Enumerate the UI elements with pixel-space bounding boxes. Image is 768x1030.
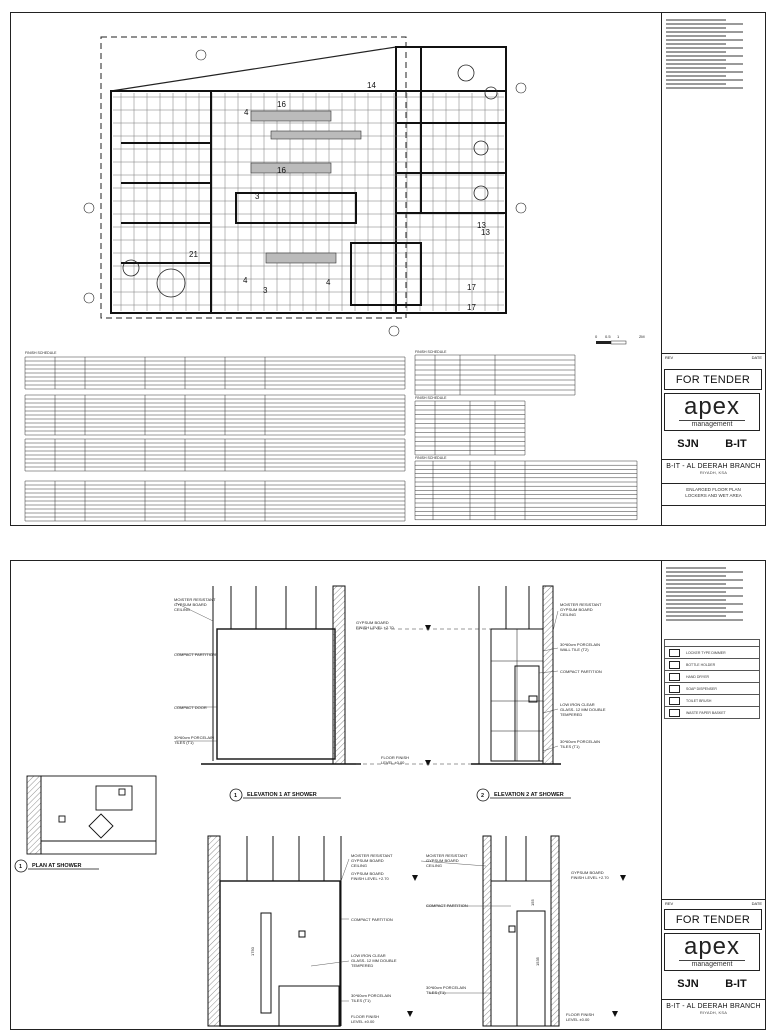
e3-tiles-2: TILES (T1): [351, 998, 371, 1003]
e4-board-1: GYPSUM BOARD: [571, 870, 604, 875]
scale-label-1: 0.5: [605, 334, 611, 339]
drawing-title-line1: ENLARGED FLOOR PLAN: [686, 487, 741, 492]
scale-label-3: 2M: [639, 334, 645, 339]
e3-board-1: GYPSUM BOARD: [351, 871, 384, 876]
e4-ceiling-2: GYPSUM BOARD: [426, 858, 459, 863]
firm-sub: management: [679, 420, 745, 429]
note-line: [666, 23, 743, 25]
dim-3: 1535: [535, 957, 540, 966]
legend-label: WASTE PAPER BASKET: [686, 710, 726, 715]
plan-number: 1: [19, 864, 23, 870]
firm-name-2: apex: [683, 933, 741, 960]
e3-ceiling-2: GYPSUM BOARD: [351, 858, 384, 863]
note-line: [666, 51, 726, 53]
room-tag: 21: [189, 250, 198, 259]
e1-ceiling-2: GYPSUM BOARD: [174, 602, 207, 607]
e2-glass-1: LOW IRON CLEAR: [560, 702, 595, 707]
note-line: [666, 595, 743, 597]
note-line: [666, 67, 726, 69]
legend-row: [664, 671, 760, 683]
e1-board-2: FINISH LEVEL +2.70: [356, 625, 394, 630]
note-line: [666, 31, 743, 33]
e4-partition: COMPACT PARTITION: [426, 903, 468, 908]
room-tag: 3: [255, 192, 260, 201]
client-logos: [664, 435, 760, 453]
e1-tiles-1: 30*60cm PORCELAIN: [174, 735, 215, 740]
e3-ceiling-1: MOISTER RESISTANT: [351, 853, 393, 858]
e1-door: COMPACT DOOR: [174, 705, 207, 710]
note-line: [666, 607, 726, 609]
e2-glass-2: GLASS- 12 MM DOUBLE: [560, 707, 606, 712]
note-line: [666, 603, 743, 605]
sheet-info-grid: [662, 505, 765, 524]
note-line: [666, 591, 726, 593]
note-line: [666, 43, 726, 45]
elev2-title: ELEVATION 2 AT SHOWER: [494, 792, 564, 798]
project-location-2: RIYADH, KSA: [699, 1010, 728, 1015]
e1-floor-2: LEVEL ±0.00: [381, 760, 405, 765]
note-line: [666, 75, 726, 77]
legend-row: [664, 695, 760, 707]
project-name-2: [662, 999, 765, 1015]
scale-label-2: 1: [617, 334, 620, 339]
e2-glass-3: TEMPERED: [560, 712, 583, 717]
room-tag: 4: [243, 276, 248, 285]
note-line: [666, 619, 743, 621]
status-stamp-2: FOR TENDER: [664, 909, 762, 930]
e2-ceiling-1: MOISTER RESISTANT: [560, 602, 602, 607]
room-tag: 4: [244, 108, 249, 117]
legend-row: [664, 659, 760, 671]
legend-label: TOILET BRUSH: [686, 698, 712, 703]
e1-board-1: GYPSUM BOARD: [356, 620, 389, 625]
logo-left: SJN: [677, 438, 699, 450]
project-location: RIYADH, KSA: [699, 470, 728, 475]
drawing-title-line2: LOCKERS AND WET AREA: [685, 493, 742, 498]
legend-row: [664, 707, 760, 719]
drawing-sheet-1: [10, 12, 766, 526]
e4-floor-2: LEVEL ±0.00: [566, 1017, 590, 1022]
e3-glass-1: LOW IRON CLEAR: [351, 953, 386, 958]
elev2-number: 2: [481, 793, 485, 799]
note-line: [666, 27, 726, 29]
legend-row: [664, 647, 760, 659]
note-line: [666, 583, 726, 585]
e4-ceiling-1: MOISTER RESISTANT: [426, 853, 468, 858]
revision-row-2: REV DATE: [662, 899, 765, 907]
room-tag: 13: [481, 228, 490, 237]
note-line: [666, 55, 743, 57]
firm-name: apex: [683, 393, 741, 420]
e1-tiles-2: TILES (T1): [174, 740, 194, 745]
e4-ceiling-3: CEILING: [426, 863, 443, 868]
e3-glass-3: TEMPERED: [351, 963, 374, 968]
firm-logo-2: [664, 933, 760, 971]
room-tag: 17: [467, 283, 476, 292]
logo-right: B-IT: [725, 438, 747, 450]
note-line: [666, 571, 743, 573]
firm-logo: [664, 393, 760, 431]
e1-ceiling-1: MOISTER RESISTANT: [174, 597, 216, 602]
project-title-2: B-IT - AL DEERAH BRANCH: [666, 1003, 761, 1010]
dim-1: 1750: [250, 947, 255, 956]
firm-sub-2: management: [679, 960, 745, 969]
note-line: [666, 83, 726, 85]
legend-row: [664, 683, 760, 695]
dim-2: 155: [530, 899, 535, 906]
e2-tiles-2: TILES (T1): [560, 744, 580, 749]
e3-floor-2: LEVEL ±0.00: [351, 1019, 375, 1024]
room-tag: 4: [326, 278, 331, 287]
e2-ceiling-2: GYPSUM BOARD: [560, 607, 593, 612]
note-line: [666, 567, 726, 569]
e2-walltile-1: 30*60cm PORCELAIN: [560, 642, 601, 647]
e3-partition: COMPACT PARTITION: [351, 917, 393, 922]
floor-plan-area: [11, 13, 661, 525]
room-tag: 3: [263, 286, 268, 295]
e4-floor-1: FLOOR FINISH: [566, 1012, 595, 1017]
schedule-title-3: FINISH SCHEDULE: [415, 396, 447, 400]
schedule-title-4: FINISH SCHEDULE: [415, 456, 447, 460]
e2-partition: COMPACT PARTITION: [560, 669, 602, 674]
legend-label: LOCKER TYPE DIMMER: [686, 650, 726, 655]
note-line: [666, 47, 743, 49]
revision-row: REV DATE: [662, 353, 765, 361]
status-stamp: FOR TENDER: [664, 369, 762, 390]
floor-plan-svg: [11, 13, 661, 525]
project-title: B-IT - AL DEERAH BRANCH: [666, 463, 761, 470]
room-tag: 13: [477, 221, 486, 230]
room-tag: 14: [367, 81, 376, 90]
room-tag: 17: [467, 303, 476, 312]
note-line: [666, 579, 743, 581]
note-line: [666, 575, 726, 577]
note-line: [666, 615, 726, 617]
legend-header: [664, 639, 760, 647]
elevations-area: [11, 561, 661, 1029]
note-line: [666, 71, 743, 73]
e1-partition: COMPACT PARTITION: [174, 652, 216, 657]
note-line: [666, 19, 726, 21]
title-block-2: [661, 561, 765, 1029]
schedule-title-1: FINISH SCHEDULE: [25, 351, 57, 355]
schedule-title-2: FINISH SCHEDULE: [415, 350, 447, 354]
logo-left-2: SJN: [677, 978, 699, 990]
general-notes-2: [666, 567, 760, 623]
room-tag: 16: [277, 100, 286, 109]
note-line: [666, 59, 726, 61]
note-line: [666, 63, 743, 65]
plan-title: PLAN AT SHOWER: [32, 863, 82, 869]
e4-board-2: FINISH LEVEL +2.70: [571, 875, 609, 880]
note-line: [666, 79, 743, 81]
e4-tiles-1: 30*60cm PORCELAIN: [426, 985, 467, 990]
e3-floor-1: FLOOR FINISH: [351, 1014, 380, 1019]
scale-label-0: 0: [595, 334, 598, 339]
e3-tiles-1: 30*60cm PORCELAIN: [351, 993, 392, 998]
elevations-svg: [11, 561, 661, 1029]
e3-ceiling-3: CEILING: [351, 863, 368, 868]
logo-right-2: B-IT: [725, 978, 747, 990]
elev1-number: 1: [234, 793, 238, 799]
legend-label: BOTTLE HOLDER: [686, 662, 716, 667]
elev1-title: ELEVATION 1 AT SHOWER: [247, 792, 317, 798]
legend-label: HAND DRYER: [686, 674, 710, 679]
e3-glass-2: GLASS- 12 MM DOUBLE: [351, 958, 397, 963]
e3-board-2: FINISH LEVEL +2.70: [351, 876, 389, 881]
e1-floor-1: FLOOR FINISH: [381, 755, 410, 760]
note-line: [666, 611, 743, 613]
general-notes: [666, 19, 760, 91]
e4-tiles-2: TILES (T1): [426, 990, 446, 995]
note-line: [666, 87, 743, 89]
title-block: [661, 13, 765, 525]
drawing-title: [662, 483, 765, 499]
drawing-sheet-2: [10, 560, 766, 1030]
e2-walltile-2: WALL TILE (T2): [560, 647, 589, 652]
accessories-legend: [664, 639, 760, 719]
e1-ceiling-3: CEILING: [174, 607, 191, 612]
note-line: [666, 39, 743, 41]
project-name: [662, 459, 765, 475]
note-line: [666, 587, 743, 589]
e2-tiles-1: 30*60cm PORCELAIN: [560, 739, 601, 744]
client-logos-2: [664, 975, 760, 993]
room-tag: 16: [277, 166, 286, 175]
legend-label: SOAP DISPENSER: [686, 686, 717, 691]
note-line: [666, 35, 726, 37]
note-line: [666, 599, 726, 601]
e2-ceiling-3: CEILING: [560, 612, 577, 617]
